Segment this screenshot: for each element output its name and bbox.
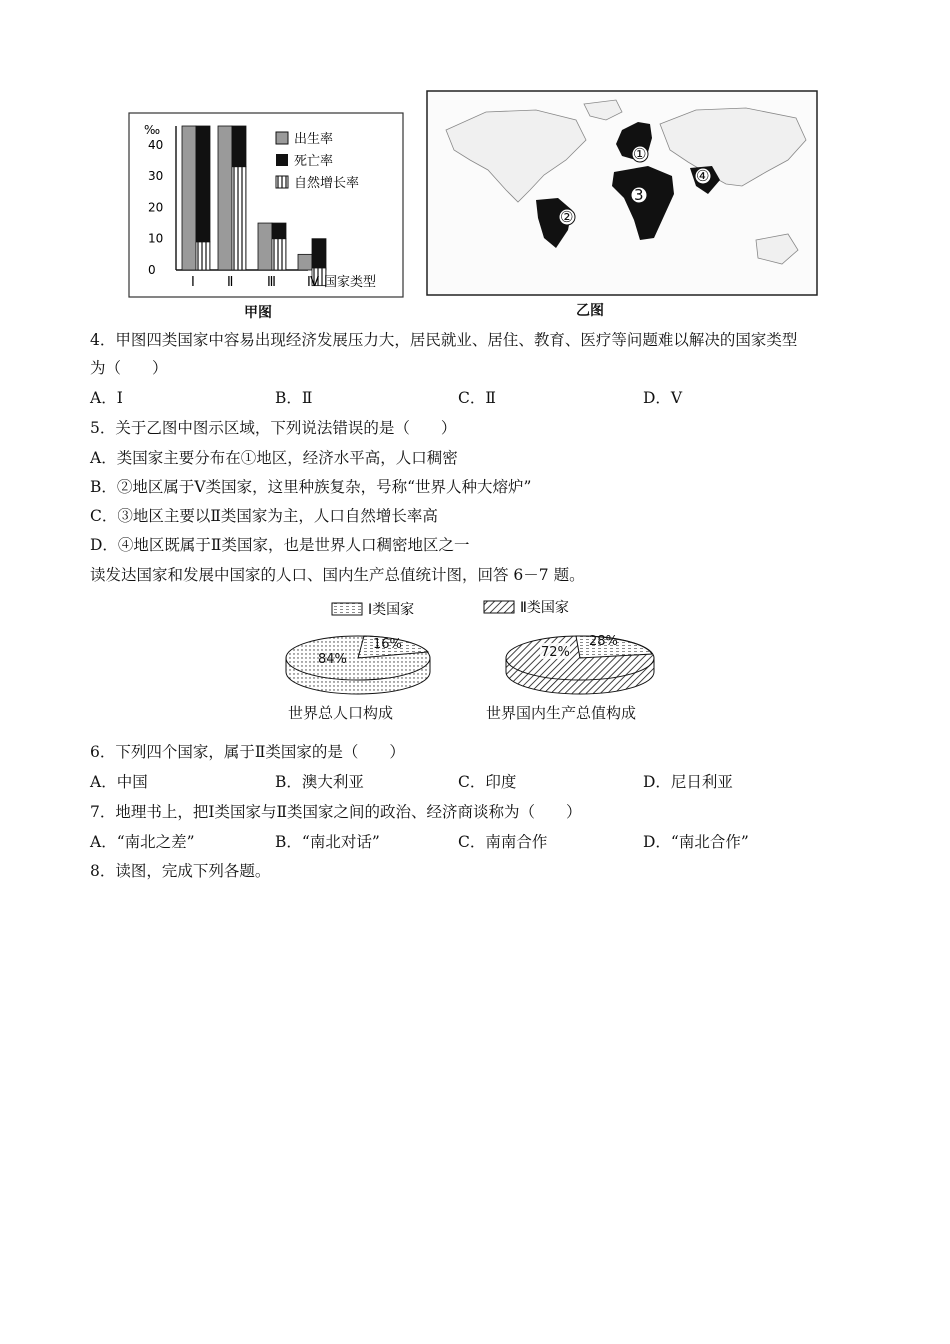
x-axis-label: 国家类型 <box>324 275 377 290</box>
q5-option-a[interactable]: A．类国家主要分布在①地区，经济水平高，人口稠密 <box>90 449 458 467</box>
legend-birth: 出生率 <box>294 132 334 147</box>
q4-option-c[interactable]: C．Ⅱ <box>458 389 496 407</box>
pie2-small-label: 28% <box>589 634 618 649</box>
legend-death: 死亡率 <box>294 154 334 169</box>
pie-legend-swatch-2 <box>484 601 514 613</box>
pie1-big-label: 84% <box>318 652 347 667</box>
q7-option-a[interactable]: A．“南北之差” <box>90 833 195 851</box>
bar-birth-3 <box>258 223 272 270</box>
figure-jia-chart <box>128 112 404 298</box>
y-tick-label: 20 <box>148 200 164 215</box>
legend-swatch-natural <box>276 176 288 188</box>
q6-option-b[interactable]: B．澳大利亚 <box>275 773 364 791</box>
pie1-caption: 世界总人口构成 <box>288 704 394 722</box>
q8-stem: 8．读图，完成下列各题。 <box>90 862 271 880</box>
pie-legend-swatch-1 <box>332 603 362 615</box>
q4-option-d[interactable]: D．Ⅴ <box>643 389 683 407</box>
legend-swatch-death <box>276 154 288 166</box>
figure-yi-map <box>426 90 818 296</box>
pie1-small-label: 16% <box>373 637 402 652</box>
legend-swatch-birth <box>276 132 288 144</box>
x-category-label: Ⅰ <box>191 275 195 290</box>
pie-figure <box>280 596 670 706</box>
q6-option-d[interactable]: D．尼日利亚 <box>643 773 733 791</box>
pie-legend-2: Ⅱ类国家 <box>520 600 569 616</box>
bar-death-4 <box>312 239 326 270</box>
q6-option-a[interactable]: A．中国 <box>90 773 148 791</box>
y-tick-label: 10 <box>148 231 164 246</box>
q7-option-c[interactable]: C．南南合作 <box>458 833 548 851</box>
y-tick-label: 30 <box>148 169 164 184</box>
x-category-label: Ⅱ <box>227 275 234 290</box>
q5-option-d[interactable]: D．④地区既属于Ⅱ类国家，也是世界人口稠密地区之一 <box>90 536 470 554</box>
q5-stem: 5．关于乙图中图示区域，下列说法错误的是（ ） <box>90 419 457 437</box>
pie-legend-1: Ⅰ类国家 <box>368 602 415 618</box>
x-category-label: Ⅲ <box>267 275 276 290</box>
figure-jia-caption: 甲图 <box>244 305 272 321</box>
y-tick-label: 0 <box>148 263 156 277</box>
bar-death-2 <box>232 126 246 167</box>
legend-natural: 自然增长率 <box>294 176 360 191</box>
bar-natural-2 <box>232 167 246 270</box>
bar-birth-2 <box>218 126 232 270</box>
intro-6-7: 读发达国家和发展中国家的人口、国内生产总值统计图，回答 6－7 题。 <box>90 566 585 584</box>
q7-option-b[interactable]: B．“南北对话” <box>275 833 380 851</box>
bar-natural-1 <box>196 242 210 270</box>
y-tick-label: 40 <box>148 137 164 152</box>
marker-2: ② <box>560 208 574 226</box>
pie-gdp <box>506 634 654 694</box>
q4-option-a[interactable]: A．Ⅰ <box>90 389 123 407</box>
q4-stem-line2: 为（ ） <box>90 359 168 377</box>
bar-birth-1 <box>182 126 196 270</box>
marker-1: ① <box>633 145 647 163</box>
y-unit-label: ‰ <box>144 123 161 137</box>
bar-death-1 <box>196 126 210 242</box>
marker-4: ④ <box>696 167 710 185</box>
figure-yi-caption: 乙图 <box>576 303 604 319</box>
pie-population <box>286 636 430 694</box>
bar-birth-4 <box>298 254 312 270</box>
q6-stem: 6．下列四个国家，属于Ⅱ类国家的是（ ） <box>90 743 405 761</box>
bar-natural-3 <box>272 239 286 270</box>
bar-death-3 <box>272 223 286 239</box>
q5-option-b[interactable]: B．②地区属于Ⅴ类国家，这里种族复杂，号称“世界人种大熔炉” <box>90 478 532 496</box>
q7-option-d[interactable]: D．“南北合作” <box>643 833 749 851</box>
q5-option-c[interactable]: C．③地区主要以Ⅱ类国家为主，人口自然增长率高 <box>90 507 438 525</box>
q7-stem: 7．地理书上，把Ⅰ类国家与Ⅱ类国家之间的政治、经济商谈称为（ ） <box>90 803 582 821</box>
marker-3: 3 <box>634 186 644 204</box>
pie2-big-label: 72% <box>541 645 570 660</box>
pie2-caption: 世界国内生产总值构成 <box>486 704 637 722</box>
x-category-label: Ⅳ <box>307 275 319 290</box>
q6-option-c[interactable]: C．印度 <box>458 773 517 791</box>
q4-option-b[interactable]: B．Ⅱ <box>275 389 313 407</box>
q4-stem-line1: 4．甲图四类国家中容易出现经济发展压力大，居民就业、居住、教育、医疗等问题难以解决的国家类型 <box>90 331 798 349</box>
